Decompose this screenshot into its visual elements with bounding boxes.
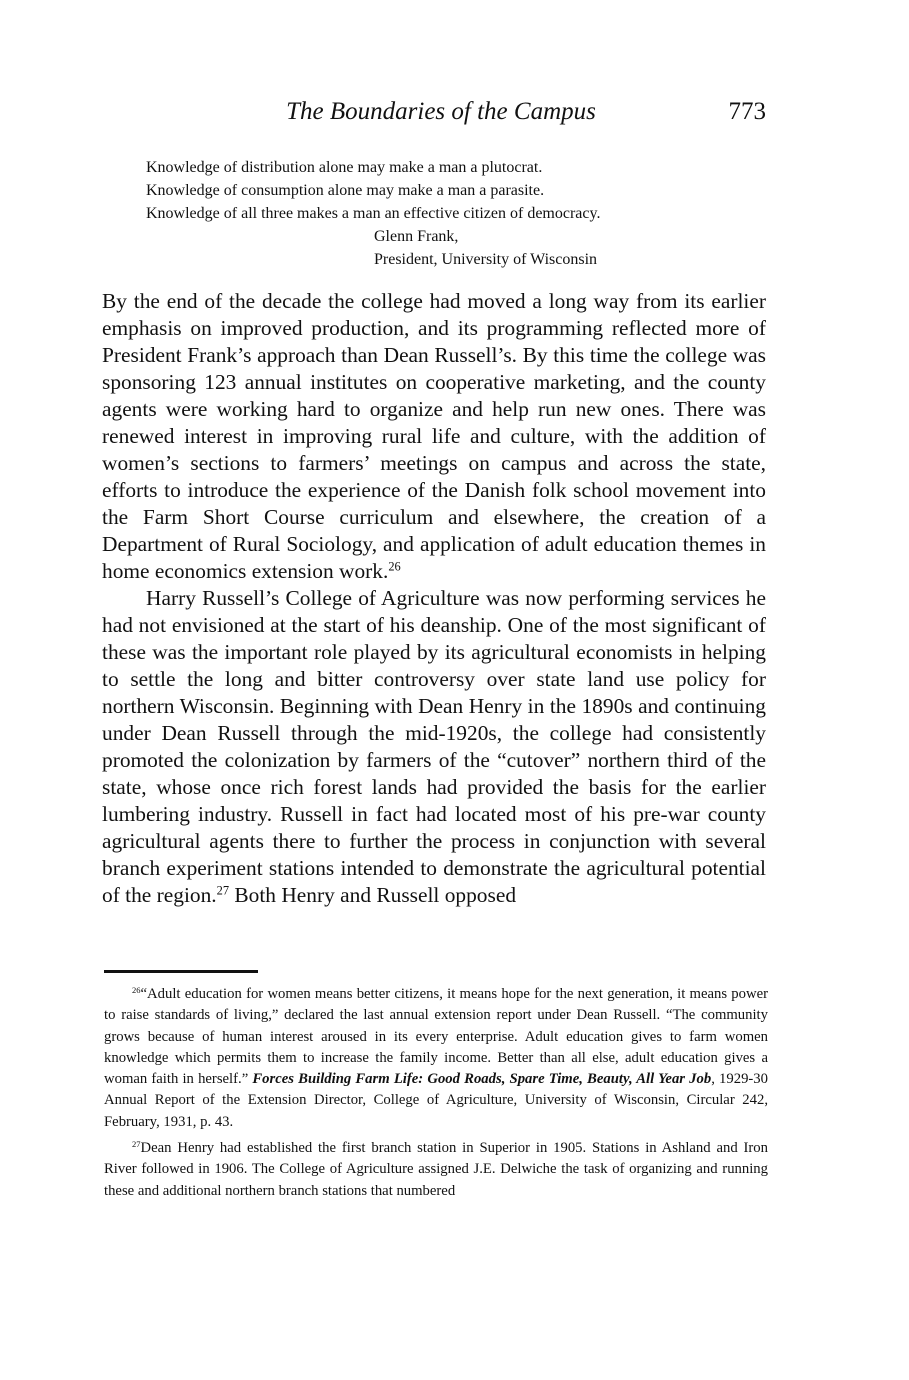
footnote-ref[interactable]: 27	[216, 883, 230, 898]
epigraph-author: Glenn Frank,	[374, 228, 459, 245]
epigraph	[146, 156, 746, 271]
paragraph	[102, 585, 766, 909]
epigraph-author-title: President, University of Wisconsin	[374, 251, 598, 268]
footnote	[104, 984, 768, 1133]
epigraph-line: Knowledge of consumption alone may make a man a parasite.	[146, 182, 545, 199]
footnote	[104, 1138, 768, 1202]
epigraph-line: Knowledge of distribution alone may make a man a plutocrat.	[146, 159, 543, 176]
footnote-text: Dean Henry had established the first branch station in Superior in 1905. Stations in Ashland and Iron River followed in 1906. The College of Agriculture assigned J.E. Delwiche the task of organizing and running these and additional northern branch stations that numbered	[104, 1140, 768, 1199]
epigraph-line: Knowledge of all three makes a man an effective citizen of democracy.	[146, 205, 601, 222]
footnote-ref[interactable]: 26	[388, 559, 401, 574]
footnotes	[104, 984, 768, 1207]
footnote-text: “Adult education for women means better citizens, it means hope for the next generation, it means power to raise standards of living,” declared the last annual extension report under Dean Russell. “The community grows because of human interest aroused in its every enterprise. Adult education gives to farm women knowledge which permits them to increase the family income. Better than all else, adult education gives a woman faith in herself.”	[104, 986, 768, 1088]
paragraph-text: Harry Russell’s College of Agriculture was now performing services he had not envisioned at the start of his deanship. One of the most significant of these was the important role played by its agricultural economists in helping to settle the long and bitter controversy over state land use policy for northern Wisconsin. Beginning with Dean Henry in the 1890s and continuing under Dean Russell through the mid-1920s, the college had consistently promoted the colonization by farmers of the “cutover” northern third of the state, whose once rich forest lands had provided the basis for the earlier lumbering industry. Russell in fact had located most of his pre-war county agricultural agents there to further the process in conjunction with several branch experiment stations intended to demonstrate the agricultural potential of the region.	[102, 586, 766, 907]
page-number: 773	[728, 98, 766, 125]
running-header	[100, 94, 766, 130]
paragraph-text: Both Henry and Russell opposed	[229, 883, 517, 907]
body-text	[102, 288, 766, 909]
paragraph	[102, 288, 766, 585]
footnote-citation: , 1929-30 Annual Report of the Extension Director, College of Agriculture, University of Wisconsin, Circular 242, February, 1931, p. 43.	[104, 1071, 768, 1130]
footnote-citation-title: Forces Building Farm Life: Good Roads, Spare Time, Beauty, All Year Job	[252, 1071, 712, 1088]
running-title: The Boundaries of the Campus	[286, 98, 596, 125]
footnote-mark: 27	[132, 1138, 141, 1149]
footnote-mark: 26	[132, 984, 141, 995]
paragraph-text: By the end of the decade the college had moved a long way from its earlier emphasis on improved production, and its programming reflected more of President Frank’s approach than Dean Russell’s. By this time the college was sponsoring 123 annual institutes on cooperative marketing, and the county agents were working hard to organize and help run new ones. There was renewed interest in improving rural life and culture, with the addition of women’s sections to farmers’ meetings on campus and across the state, efforts to introduce the experience of the Danish folk school movement into the Farm Short Course curriculum and elsewhere, the creation of a Department of Rural Sociology, and application of adult education themes in home economics extension work.	[102, 289, 766, 583]
footnote-divider	[104, 970, 258, 973]
